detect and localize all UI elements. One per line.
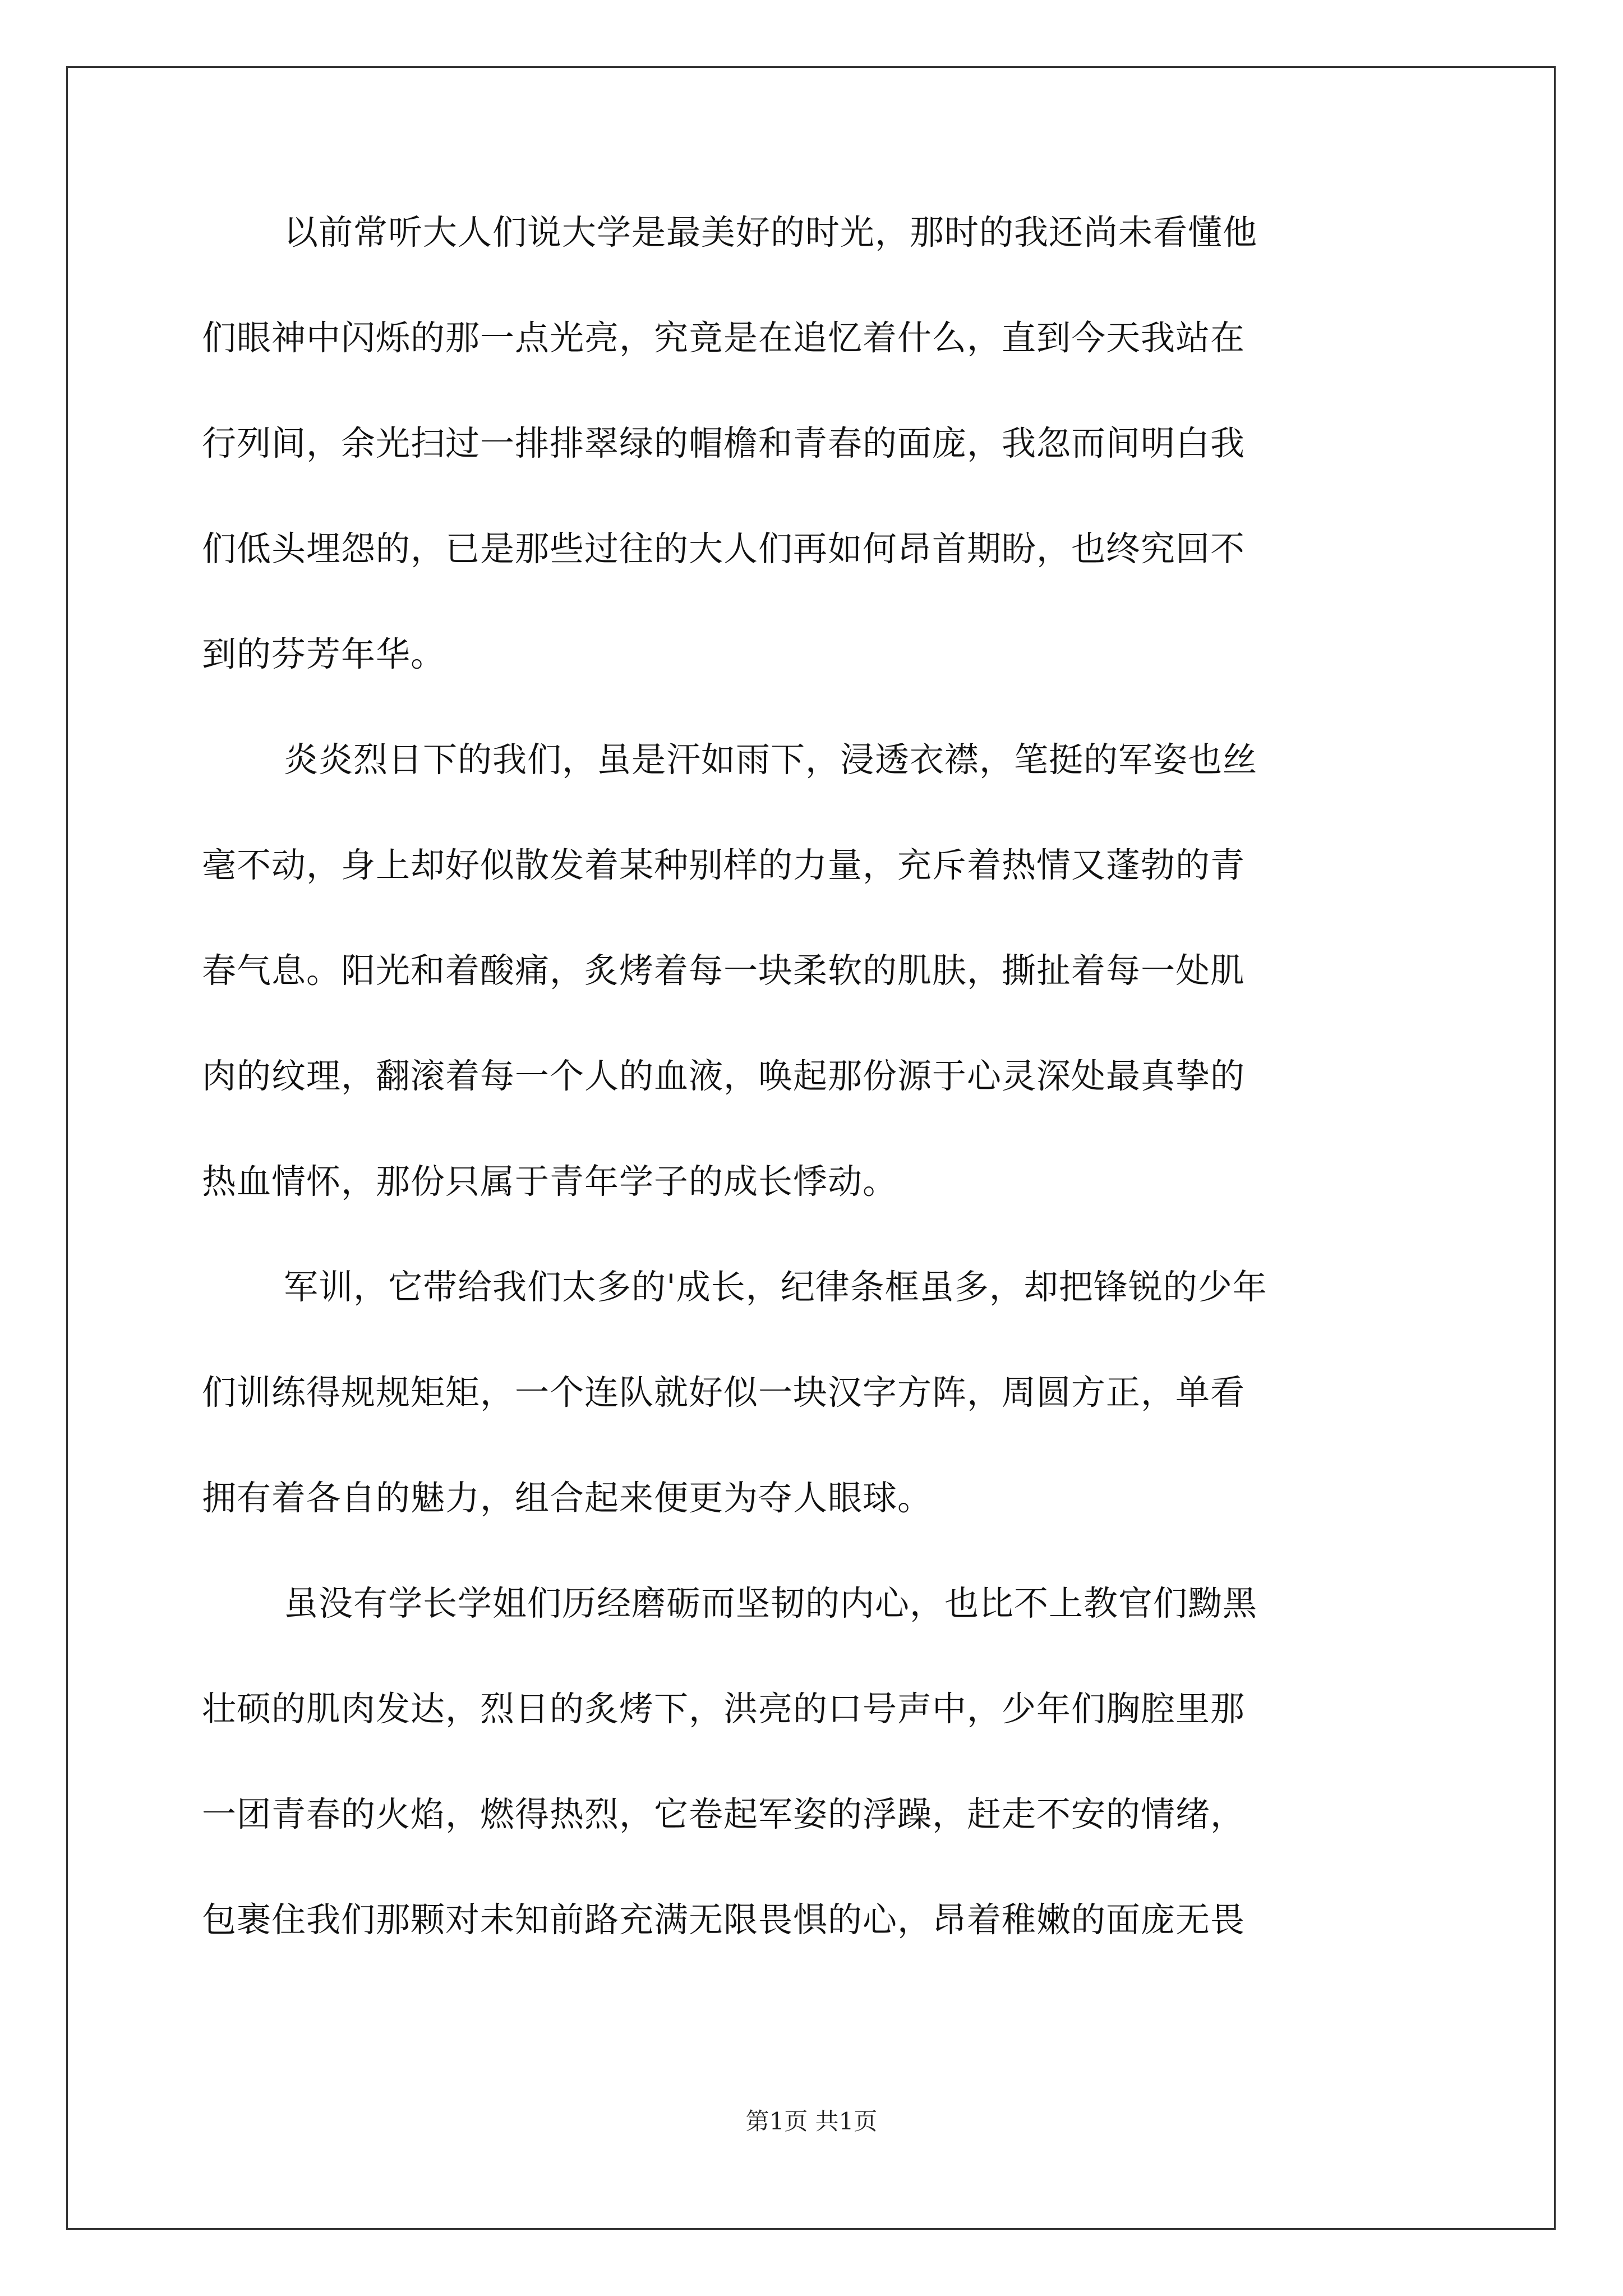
paragraph-line: 一团青春的火焰，燃得热烈，它卷起军姿的浮躁，赶走不安的情绪，: [202, 1795, 1246, 1834]
paragraph-line: 春气息。阳光和着酸痛，炙烤着每一块柔软的肌肤，撕扯着每一处肌: [202, 951, 1246, 991]
paragraph-line: 行列间，余光扫过一排排翠绿的帽檐和青春的面庞，我忽而间明白我: [202, 424, 1246, 463]
paragraph-line: 们眼神中闪烁的那一点光亮，究竟是在追忆着什么，直到今天我站在: [202, 318, 1246, 358]
paragraph-line: 们训练得规规矩矩，一个连队就好似一块汉字方阵，周圆方正，单看: [202, 1373, 1246, 1412]
paragraph-line: 拥有着各自的魅力，组合起来便更为夺人眼球。: [202, 1478, 933, 1518]
paragraph-line: 炎炎烈日下的我们，虽是汗如雨下，浸透衣襟，笔挺的军姿也丝: [284, 740, 1258, 780]
paragraph-line: 包裹住我们那颗对未知前路充满无限畏惧的心，昂着稚嫩的面庞无畏: [202, 1900, 1246, 1940]
paragraph-line: 热血情怀，那份只属于青年学子的成长悸动。: [202, 1162, 898, 1202]
paragraph-line: 军训，它带给我们太多的'成长，纪律条框虽多，却把锋锐的少年: [284, 1267, 1267, 1307]
paragraph-line: 以前常听大人们说大学是最美好的时光，那时的我还尚未看懂他: [284, 213, 1258, 252]
paragraph-line: 肉的纹理，翻滚着每一个人的血液，唤起那份源于心灵深处最真挚的: [202, 1056, 1246, 1096]
paragraph-line: 虽没有学长学姐们历经磨砺而坚韧的内心，也比不上教官们黝黑: [284, 1584, 1258, 1623]
paragraph-line: 到的芬芳年华。: [202, 634, 446, 674]
paragraph-line: 们低头埋怨的，已是那些过往的大人们再如何昂首期盼，也终究回不: [202, 529, 1246, 569]
paragraph-line: 壮硕的肌肉发达，烈日的炙烤下，洪亮的口号声中，少年们胸腔里那: [202, 1689, 1246, 1729]
page-footer: 第1页 共1页: [745, 2108, 878, 2135]
paragraph-line: 毫不动，身上却好似散发着某种别样的力量，充斥着热情又蓬勃的青: [202, 845, 1246, 885]
